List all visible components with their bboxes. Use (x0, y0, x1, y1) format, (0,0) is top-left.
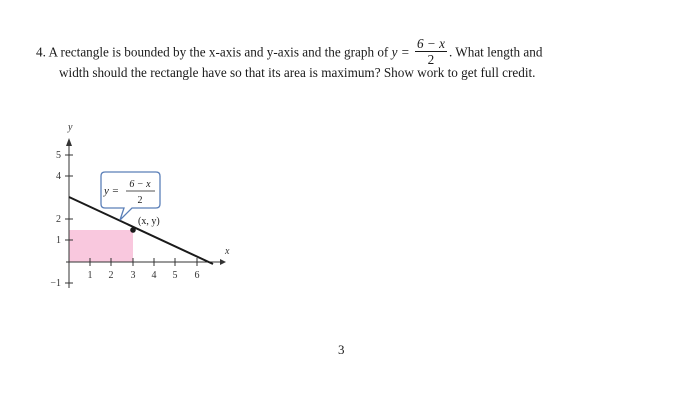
problem-line-2: width should the rectangle have so that its area is maximum? Show work to get full credit. (59, 65, 536, 80)
x-tick-label: 4 (151, 270, 157, 281)
x-axis-label: x (225, 246, 230, 257)
y-axis-arrow (66, 138, 72, 146)
inscribed-rectangle (69, 230, 133, 262)
equation-lhs: y = (391, 44, 410, 60)
graph-figure (28, 118, 258, 313)
x-tick-label: 1 (87, 270, 93, 281)
graph-svg (28, 118, 258, 308)
y-axis-label: y (68, 122, 73, 133)
y-tick-label: 2 (56, 214, 61, 225)
y-tick-label: 5 (56, 150, 61, 161)
problem-text-after: . What length and (448, 44, 543, 60)
y-tick-label: −1 (50, 278, 61, 289)
equation-fraction (415, 37, 447, 66)
y-tick-label: 1 (56, 235, 61, 246)
problem-line-1 (36, 36, 543, 68)
x-tick-label: 3 (130, 270, 136, 281)
y-tick-label: 4 (56, 171, 61, 182)
fraction-denominator: 2 (427, 52, 435, 68)
fraction-numerator: 6 − x (416, 36, 445, 51)
problem-text-before: A rectangle is bounded by the x-axis and y-axis and the graph of (48, 44, 389, 60)
page-number: 3 (338, 342, 345, 357)
x-axis-arrow (220, 259, 226, 265)
x-tick-label: 6 (194, 270, 200, 281)
callout-denominator: 2 (137, 195, 143, 206)
callout-numerator: 6 − x (129, 179, 151, 190)
x-tick-label: 5 (172, 270, 178, 281)
callout-lhs: y = (104, 185, 120, 197)
point-label: (x, y) (138, 216, 160, 227)
problem-number: 4. (36, 44, 46, 60)
point-marker (130, 227, 136, 233)
x-tick-label: 2 (108, 270, 114, 281)
